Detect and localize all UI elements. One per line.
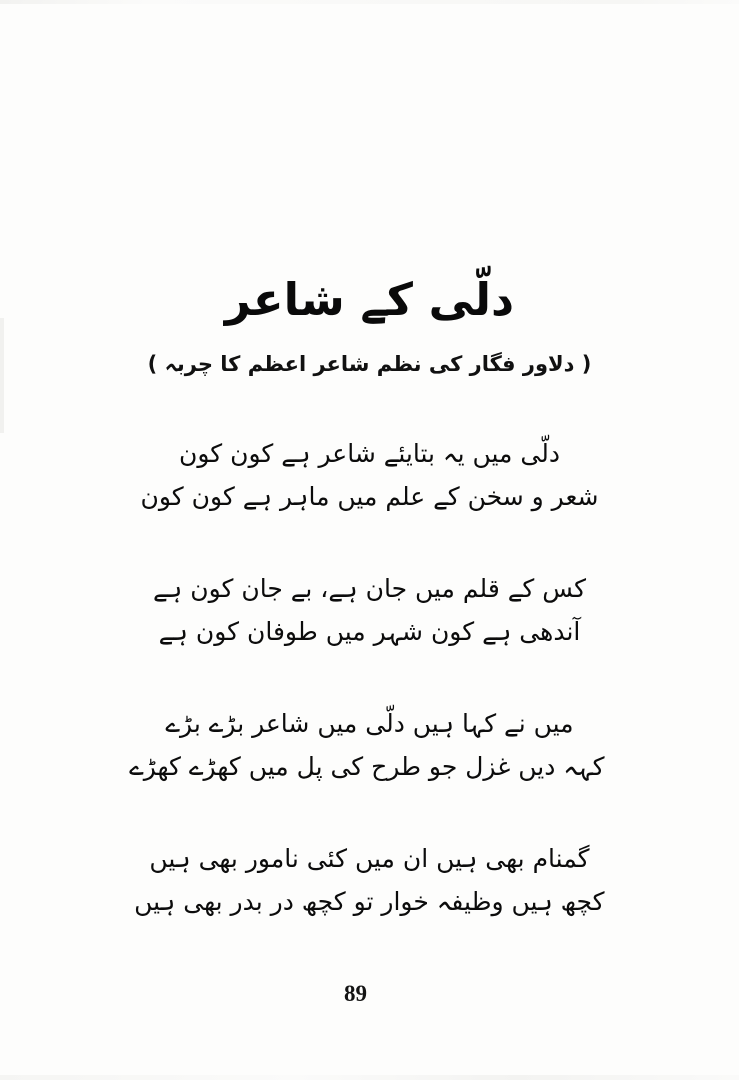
page-number: 89: [344, 981, 367, 1006]
poem-line: کچھ ہیں وظیفہ خوار تو کچھ در بدر بھی ہیں: [134, 887, 605, 916]
poem-line: گمنام بھی ہیں ان میں کئی نامور بھی ہیں: [149, 844, 590, 873]
poem-line: دلّی میں یہ بتایئے شاعر ہے کون کون: [179, 439, 560, 468]
page-title: دلّی کے شاعر: [224, 273, 515, 326]
poem-line: کس کے قلم میں جان ہے، بے جان کون ہے: [153, 574, 586, 603]
poem-line: شعر و سخن کے علم میں ماہر ہے کون کون: [140, 482, 599, 511]
poem-subtitle: ( دلاور فگار کی نظم شاعر اعظم کا چربہ ): [147, 352, 592, 376]
poem-line: کہہ دیں غزل جو طرح کی پل میں کھڑے کھڑے: [129, 752, 605, 781]
poem-line: میں نے کہا ہیں دلّی میں شاعر بڑے بڑے: [165, 709, 574, 738]
poem-line: آندھی ہے کون شہر میں طوفان کون ہے: [158, 617, 581, 646]
couplet-2: [135, 567, 605, 653]
couplet-1: [135, 432, 605, 518]
couplet-4: [135, 837, 605, 923]
couplet-3: [129, 702, 605, 788]
poem-body: [129, 432, 605, 972]
